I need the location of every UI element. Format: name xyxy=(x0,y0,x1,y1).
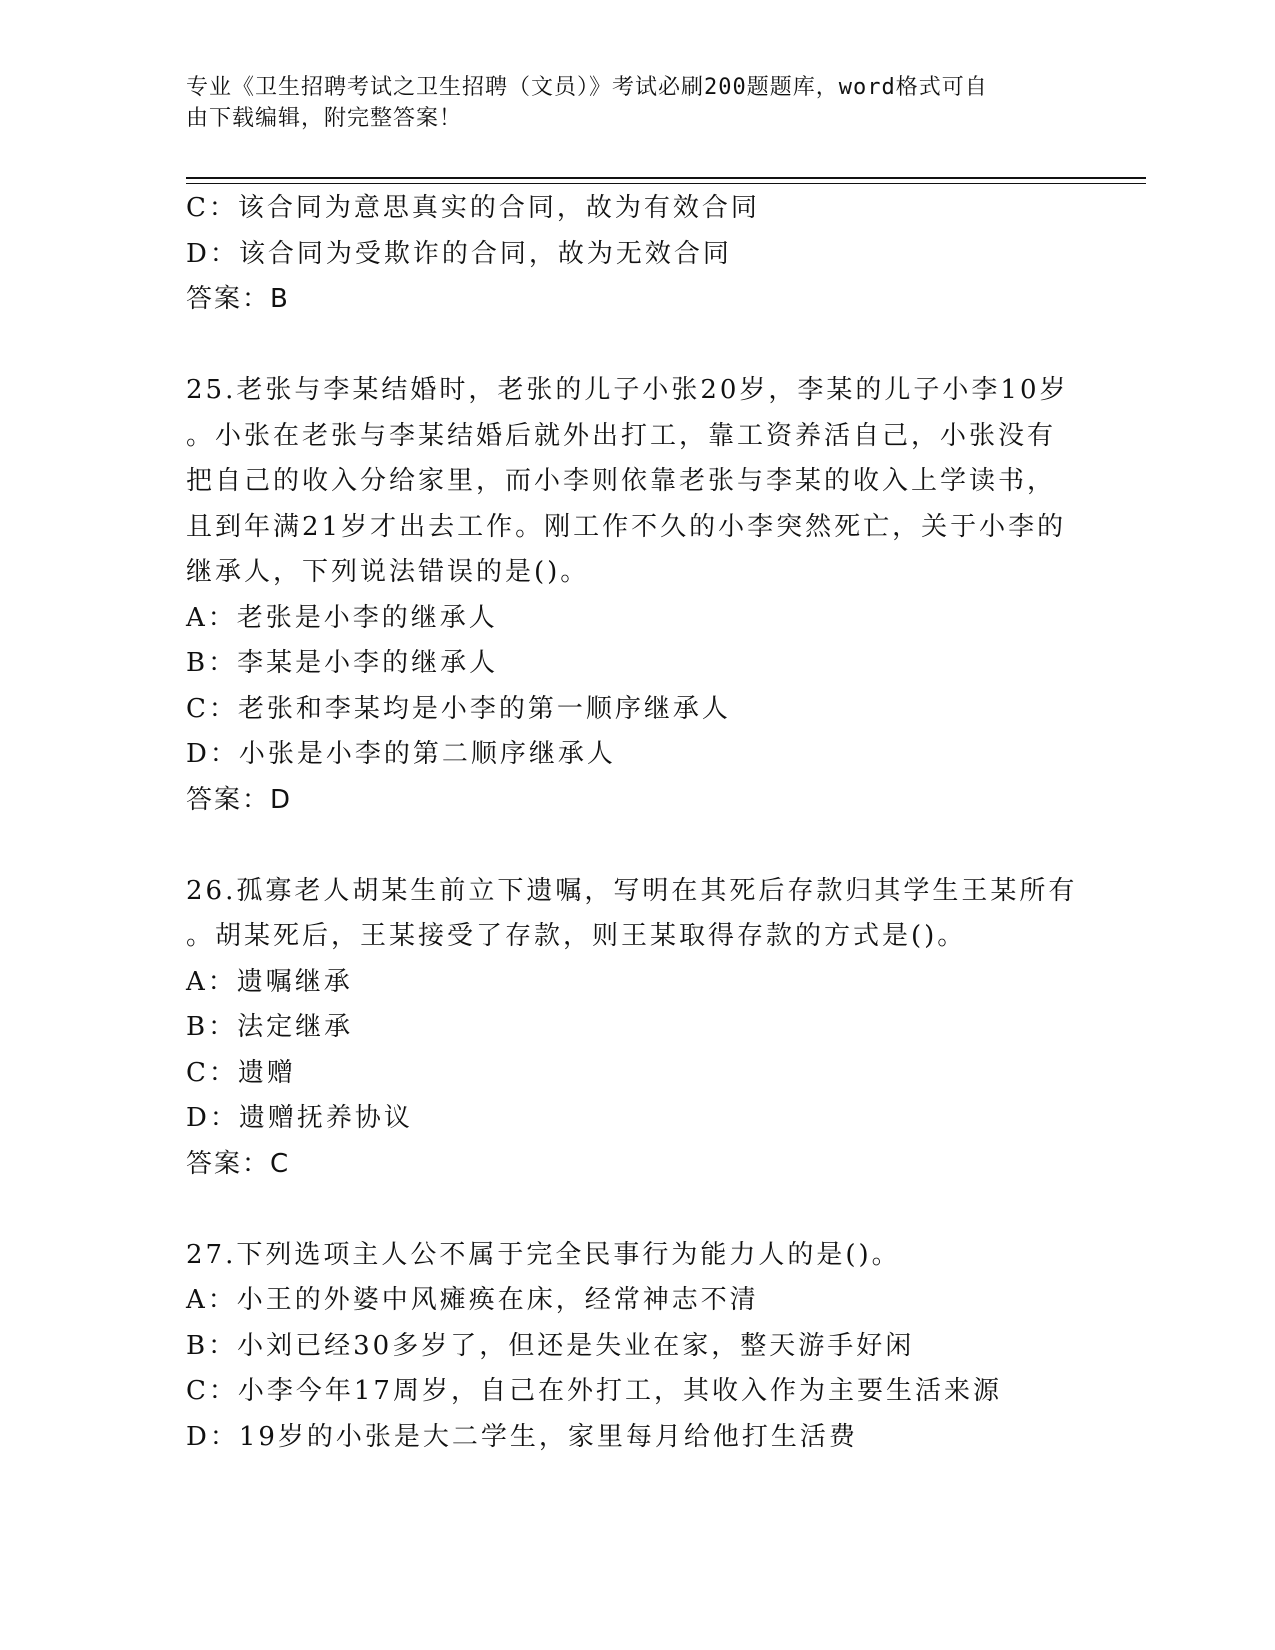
question-27 xyxy=(186,1233,1086,1461)
option-d: D：小张是小李的第二顺序继承人 xyxy=(186,739,616,769)
option-c: C：老张和李某均是小李的第一顺序继承人 xyxy=(186,693,731,724)
option-b: B：法定继承 xyxy=(186,1012,354,1042)
spacer xyxy=(186,823,1086,869)
answer-label: 答案：D xyxy=(186,784,293,815)
option-b: B：李某是小李的继承人 xyxy=(186,648,499,678)
question-25 xyxy=(186,368,1086,823)
question-stem-line: 。小张在老张与李某结婚后就外出打工，靠工资养活自己，小张没有 xyxy=(186,420,1057,451)
question-content xyxy=(186,186,1086,1460)
option-d: D：19岁的小张是大二学生，家里每月给他打生活费 xyxy=(186,1421,858,1452)
header-divider-thin xyxy=(186,183,1146,184)
option-a: A：遗嘱继承 xyxy=(186,966,353,997)
answer-label: 答案：B xyxy=(186,284,290,314)
question-stem-line: 。胡某死后，王某接受了存款，则王某取得存款的方式是()。 xyxy=(186,921,967,951)
option-d: D：该合同为受欺诈的合同，故为无效合同 xyxy=(186,238,732,269)
header-line-1: 专业《卫生招聘考试之卫生招聘（文员）》考试必刷200题题库，word格式可自 xyxy=(186,75,988,100)
question-stem-line: 27.下列选项主人公不属于完全民事行为能力人的是()。 xyxy=(186,1239,901,1270)
option-c: C：遗赠 xyxy=(186,1057,296,1088)
option-c: C：小李今年17周岁，自己在外打工，其收入作为主要生活来源 xyxy=(186,1376,1002,1406)
question-26 xyxy=(186,869,1086,1188)
question-stem-line: 25.老张与李某结婚时，老张的儿子小张20岁，李某的儿子小李10岁 xyxy=(186,375,1069,405)
question-stem-line: 继承人，下列说法错误的是()。 xyxy=(186,557,590,587)
document-header xyxy=(186,72,1066,134)
option-a: A：老张是小李的继承人 xyxy=(186,602,498,633)
question-stem-line: 26.孤寡老人胡某生前立下遗嘱，写明在其死后存款归其学生王某所有 xyxy=(186,875,1078,906)
option-d: D：遗赠抚养协议 xyxy=(186,1103,413,1133)
answer-label: 答案：C xyxy=(186,1148,291,1179)
option-a: A：小王的外婆中风瘫痪在床，经常神志不清 xyxy=(186,1285,759,1315)
option-b: B：小刘已经30多岁了，但还是失业在家，整天游手好闲 xyxy=(186,1330,915,1361)
spacer xyxy=(186,323,1086,369)
question-stem-line: 且到年满21岁才出去工作。刚工作不久的小李突然死亡，关于小李的 xyxy=(186,511,1067,542)
spacer xyxy=(186,1187,1086,1233)
prev-question-tail xyxy=(186,186,1086,323)
question-stem-line: 把自己的收入分给家里，而小李则依靠老张与李某的收入上学读书， xyxy=(186,466,1057,496)
header-line-2: 由下载编辑，附完整答案！ xyxy=(186,106,463,131)
option-c: C：该合同为意思真实的合同，故为有效合同 xyxy=(186,193,760,223)
header-divider-thick xyxy=(186,177,1146,179)
